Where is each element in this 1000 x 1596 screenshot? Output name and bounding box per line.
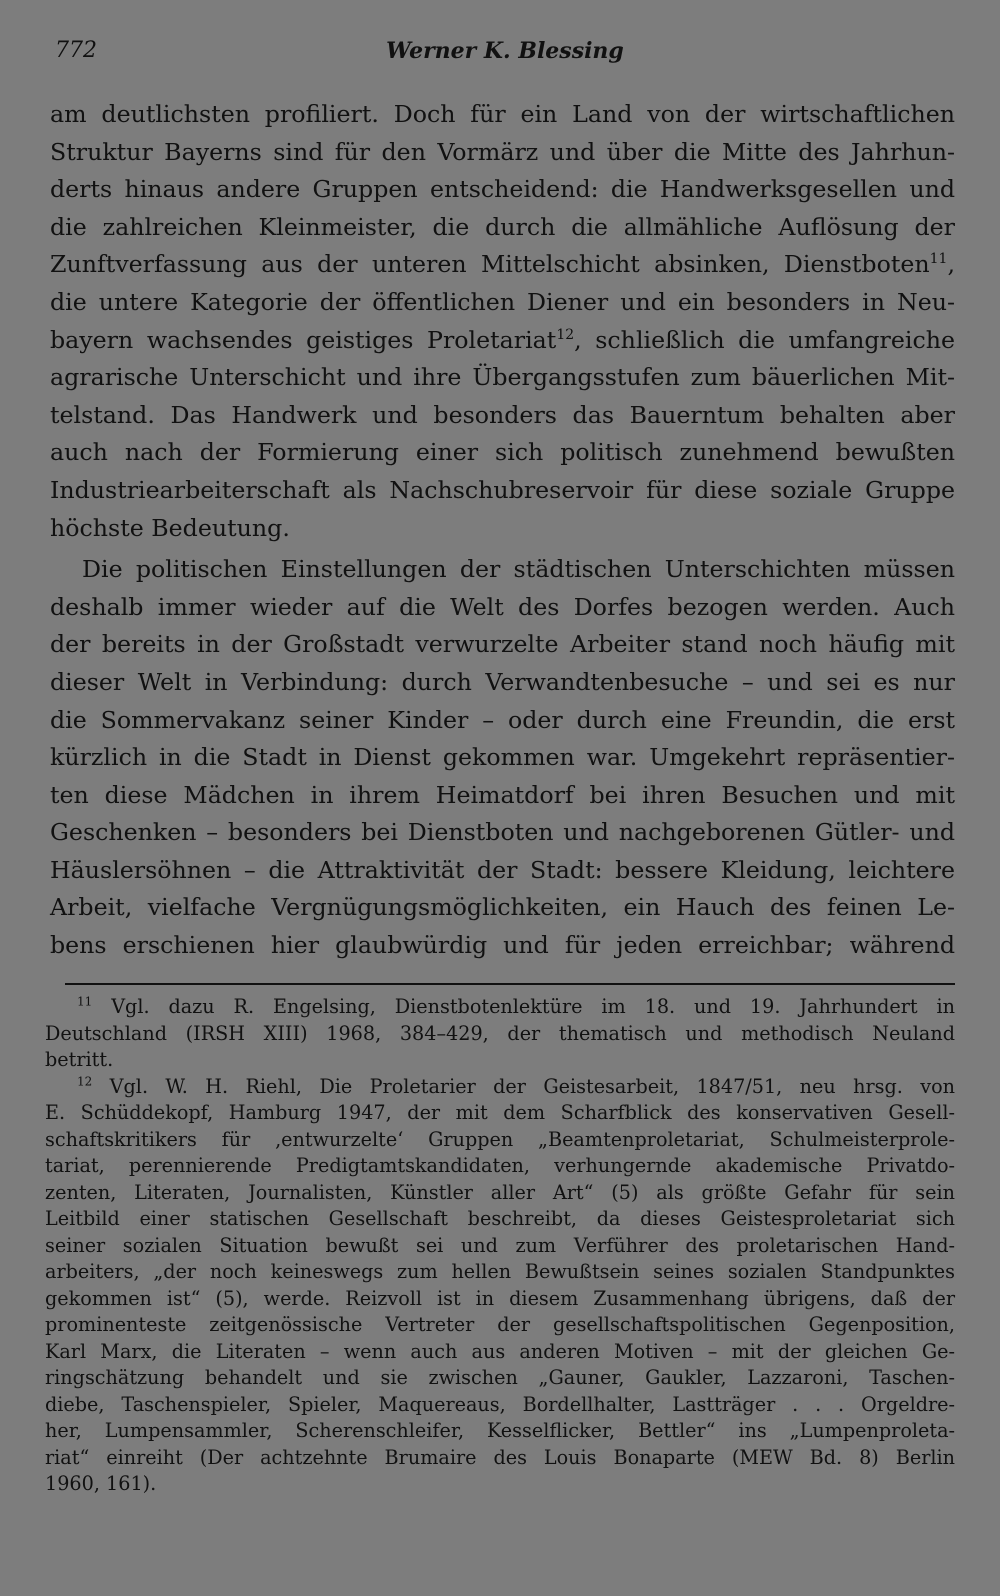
- footnote-11: [45, 994, 955, 1074]
- text-line: die untere Kategorie der öffentlichen Diener und ein besonders in Neu-: [50, 287, 955, 316]
- text-line: [50, 246, 955, 284]
- text-line: gekommen ist“ (5), werde. Reizvoll ist in diesem Zusammenhang übrigens, daß der: [45, 1286, 955, 1310]
- text-line: auch nach der Formierung einer sich politisch zunehmend bewußten: [50, 438, 955, 467]
- text-line: prominenteste zeitgenössische Vertreter der gesellschaftspolitischen Gegenposition,: [45, 1313, 955, 1336]
- paragraph: [50, 551, 955, 965]
- text-line: arbeiters, „der noch keineswegs zum hellen Bewußtsein seines sozialen Standpunktes: [45, 1260, 955, 1283]
- text-line: Häuslersöhnen – die Attraktivität der Stadt: bessere Kleidung, leichtere: [50, 855, 955, 884]
- text-line: Leitbild einer statischen Gesellschaft beschreibt, da dieses Geistesproletariat sich: [45, 1207, 955, 1230]
- text-line: [45, 994, 955, 1021]
- text-line: Struktur Bayerns sind für den Vormärz und über die Mitte des Jahrhun-: [50, 137, 955, 166]
- text-segment: ,: [947, 250, 955, 279]
- page-number: 772: [55, 38, 97, 63]
- text-line: der bereits in der Großstadt verwurzelte Arbeiter stand noch häufig mit: [50, 630, 955, 659]
- text-line: kürzlich in die Stadt in Dienst gekommen war. Umgekehrt repräsentier-: [50, 743, 955, 772]
- text-line: ringschätzung behandelt und sie zwischen „Gauner, Gaukler, Lazzaroni, Taschen-: [45, 1366, 955, 1389]
- text-line: telstand. Das Handwerk und besonders das Bauerntum behalten aber: [50, 400, 955, 429]
- footnote-mark: 11: [77, 994, 93, 1009]
- text-line: diebe, Taschenspieler, Spieler, Maquereaus, Bordellhalter, Lastträger . . . Orgeldre-: [45, 1392, 955, 1416]
- text-line: bens erschienen hier glaubwürdig und für jeden erreichbar; während: [50, 931, 955, 960]
- footnote-12: [45, 1074, 955, 1498]
- text-line: 1960, 161).: [45, 1472, 157, 1495]
- footnote-ref[interactable]: 11: [929, 251, 948, 268]
- footnotes: [45, 994, 955, 1498]
- footnote-divider: [65, 983, 955, 985]
- text-segment: Zunftverfassung aus der unteren Mittelschicht absinken, Dienstboten: [50, 250, 930, 279]
- text-line: riat“ einreiht (Der achtzehnte Brumaire des Louis Bonaparte (MEW Bd. 8) Berlin: [45, 1445, 955, 1469]
- paragraph: [50, 96, 955, 547]
- text-line: deshalb immer wieder auf die Welt des Dorfes bezogen werden. Auch: [50, 592, 955, 621]
- text-line: Die politischen Einstellungen der städtischen Unterschichten müssen: [82, 555, 955, 584]
- text-line: dieser Welt in Verbindung: durch Verwandtenbesuche – und sei es nur: [50, 667, 955, 696]
- text-line: [45, 1074, 955, 1101]
- page-header: [55, 38, 955, 72]
- text-line: her, Lumpensammler, Scherenschleifer, Kesselflicker, Bettler“ ins „Lumpenproleta-: [45, 1419, 955, 1442]
- text-line: die zahlreichen Kleinmeister, die durch die allmähliche Auflösung der: [50, 212, 955, 241]
- text-line: tariat, perennierende Predigtamtskandidaten, verhungernde akademische Privatdo-: [45, 1154, 955, 1177]
- text-line: betritt.: [45, 1048, 114, 1071]
- body-text: [50, 96, 955, 969]
- text-segment: Vgl. dazu R. Engelsing, Dienstbotenlektüre im 18. und 19. Jahrhundert in: [111, 995, 955, 1018]
- footnote-mark: 12: [77, 1074, 93, 1089]
- text-line: Karl Marx, die Literaten – wenn auch aus anderen Motiven – mit der gleichen Ge-: [45, 1339, 955, 1363]
- text-line: ten diese Mädchen in ihrem Heimatdorf bei ihren Besuchen und mit: [50, 780, 955, 809]
- running-head: Werner K. Blessing: [386, 38, 624, 64]
- text-line: E. Schüddekopf, Hamburg 1947, der mit dem Scharfblick des konservativen Gesell-: [45, 1101, 955, 1124]
- text-segment: Vgl. W. H. Riehl, Die Proletarier der Geistesarbeit, 1847/51, neu hrsg. von: [109, 1074, 955, 1098]
- text-line: seiner sozialen Situation bewußt sei und zum Verführer des proletarischen Hand-: [45, 1233, 955, 1257]
- text-line: Geschenken – besonders bei Dienstboten und nachgeborenen Gütler- und: [50, 818, 955, 847]
- text-segment: , schließlich die umfangreiche: [574, 325, 955, 354]
- text-line: agrarische Unterschicht und ihre Übergangsstufen zum bäuerlichen Mit-: [50, 363, 955, 392]
- text-line: zenten, Literaten, Journalisten, Künstler aller Art“ (5) als größte Gefahr für sein: [45, 1180, 955, 1204]
- text-line: schaftskritikers für ‚entwurzelte‘ Gruppen „Beamtenproletariat, Schulmeisterprole-: [45, 1127, 955, 1151]
- footnote-ref[interactable]: 12: [556, 326, 575, 343]
- text-line: Arbeit, vielfache Vergnügungsmöglichkeiten, ein Hauch des feinen Le-: [50, 893, 955, 922]
- text-line: Industriearbeiterschaft als Nachschubreservoir für diese soziale Gruppe: [50, 475, 955, 504]
- text-line: Deutschland (IRSH XIII) 1968, 384–429, der thematisch und methodisch Neuland: [45, 1021, 955, 1045]
- text-line: am deutlichsten profiliert. Doch für ein Land von der wirtschaftlichen: [50, 100, 955, 128]
- text-line: derts hinaus andere Gruppen entscheidend: die Handwerksgesellen und: [50, 175, 955, 204]
- text-segment: bayern wachsendes geistiges Proletariat: [50, 325, 557, 354]
- text-line: die Sommervakanz seiner Kinder – oder durch eine Freundin, die erst: [50, 705, 955, 734]
- text-line: [50, 322, 955, 360]
- text-line: höchste Bedeutung.: [50, 513, 290, 542]
